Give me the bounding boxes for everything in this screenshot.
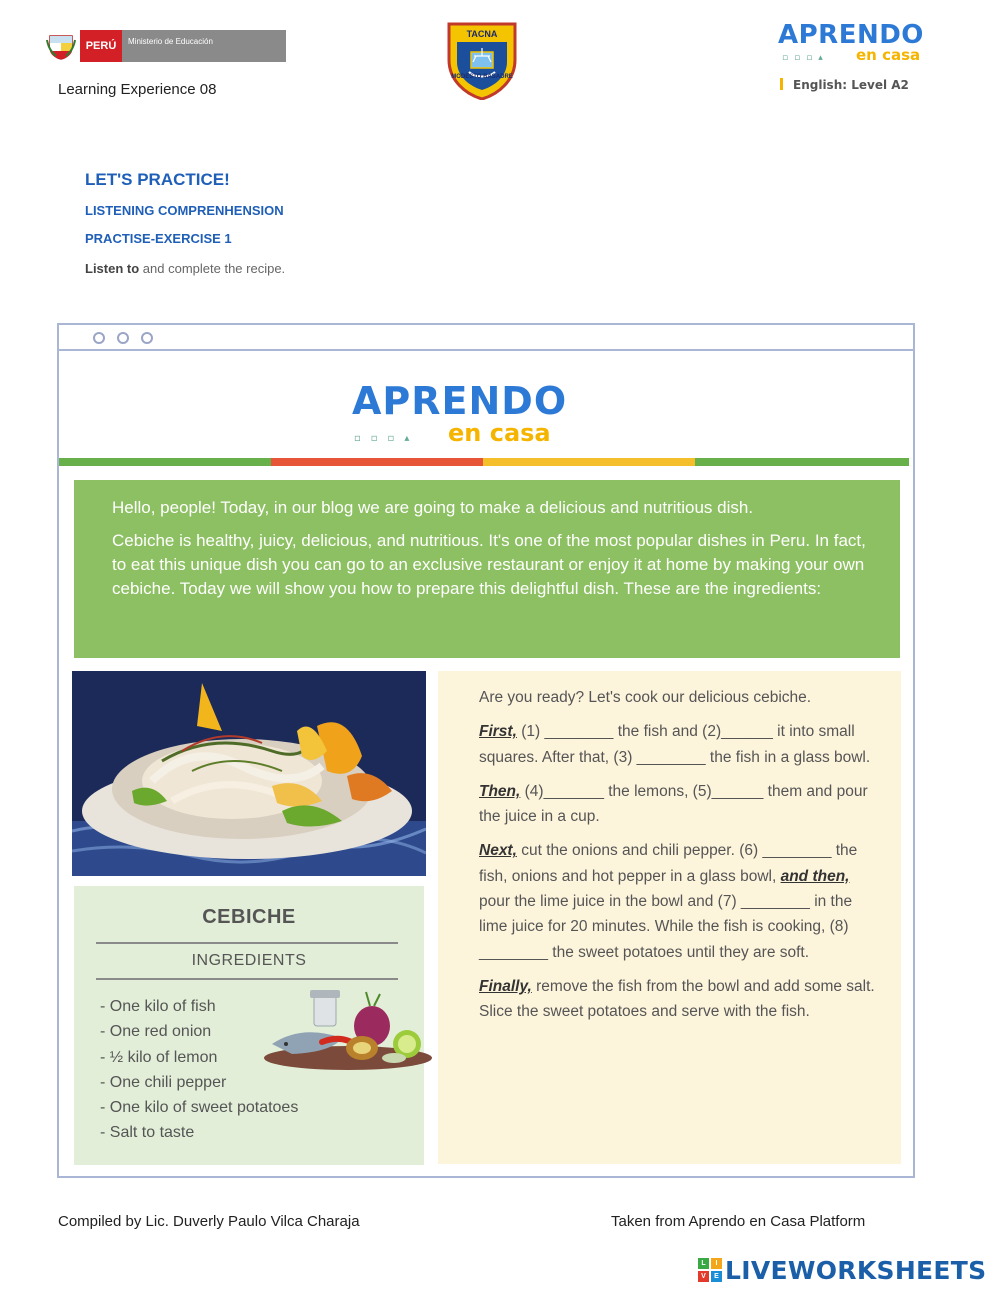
ingredients-illustration (262, 986, 434, 1076)
practice-title: LET'S PRACTICE! (85, 170, 230, 189)
divider (96, 978, 398, 980)
ingredient-item: - One red onion (100, 1023, 212, 1041)
ingredients-card (74, 886, 424, 1165)
intro-paragraph-1: Hello, people! Today, in our blog we are going to make a delicious and nutritious dish. (112, 498, 754, 517)
school-badge-top-text: TACNA (466, 29, 498, 39)
intro-box (74, 480, 900, 658)
blog-brand-dots-icon: ▫▫▫▴ (354, 433, 420, 444)
school-badge-ring-text: MODESTO BASADRE (451, 74, 513, 80)
liveworksheets-text: LIVEWORKSHEETS (725, 1255, 987, 1285)
window-titlebar (59, 325, 913, 351)
ingredient-item: - One chili pepper (100, 1073, 227, 1091)
window-dot-icon (93, 332, 105, 344)
ingredients-heading: INGREDIENTS (191, 952, 307, 969)
step-keyword: Next, (479, 842, 517, 860)
color-stripe-yellow (483, 458, 695, 466)
learning-experience-label: Learning Experience 08 (58, 81, 217, 98)
step-first (479, 719, 881, 770)
ingredient-item: - ½ kilo of lemon (100, 1048, 218, 1066)
ingredient-item: - One kilo of sweet potatoes (100, 1099, 299, 1117)
cebiche-photo (72, 671, 426, 876)
color-stripe-red (271, 458, 483, 466)
ingredient-item: - Salt to taste (100, 1124, 195, 1142)
aprendo-en-casa-logo-blog (352, 381, 592, 445)
step-text: (1) ________ the fish and (2)______ it into small squares. After that, (3) ________ the fish in a glass bowl. (479, 723, 871, 766)
color-stripe-green (59, 458, 271, 466)
step-text: cut the onions and chili pepper. (6) ________ the fish, onions and hot pepper in a glass bowl, (479, 842, 858, 885)
step-keyword: First, (479, 723, 517, 741)
practice-subtitle-listening: LISTENING COMPRENHENSION (85, 203, 284, 218)
liveworksheets-logo (698, 1254, 986, 1286)
recipe-steps (438, 671, 901, 1164)
ingredient-item: - One kilo of fish (100, 998, 216, 1015)
steps-intro: Are you ready? Let's cook our delicious cebiche. (479, 689, 812, 706)
divider (96, 942, 398, 944)
instruction-bold: Listen to (85, 261, 140, 276)
color-stripe-green-2 (695, 458, 909, 466)
step-keyword: Then, (479, 782, 521, 800)
dish-title: CEBICHE (202, 906, 296, 928)
course-level (780, 78, 909, 92)
ministry-logo (42, 30, 286, 62)
step-text: remove the fish from the bowl and add some salt. Slice the sweet potatoes and serve with the fish. (479, 977, 875, 1021)
blog-brand-line2: en casa (448, 419, 551, 447)
aprendo-en-casa-logo-top (778, 22, 958, 62)
source-credit: Taken from Aprendo en Casa Platform (611, 1213, 866, 1230)
liveworksheets-icon: L I V E (698, 1258, 722, 1282)
peru-shield-icon (42, 30, 80, 62)
ministry-country: PERÚ (80, 30, 122, 62)
step-then (479, 779, 881, 830)
brand-dots-icon: ▫▫▫▴ (782, 53, 829, 63)
intro-paragraph-2: Cebiche is healthy, juicy, delicious, and nutritious. It's one of the most popular dishes in Peru. In fact, to eat this unique dish you can go to an exclusive restaurant or enjoy it at home by making your own cebiche. Today we will show you how to prepare this delightful dish. These are the ingredients: (112, 531, 866, 598)
instruction (85, 261, 285, 276)
compiled-by: Compiled by Lic. Duverly Paulo Vilca Charaja (58, 1213, 360, 1230)
step-finally (479, 974, 881, 1025)
step-text: pour the lime juice in the bowl and (7) ________ in the lime juice for 20 minutes. While the fish is cooking, (8) ________ the sweet potatoes until they are soft. (479, 893, 853, 961)
course-level-text: English: Level A2 (793, 78, 909, 92)
practice-subtitle-exercise: PRACTISE-EXERCISE 1 (85, 231, 232, 246)
step-text: (4)_______ the lemons, (5)______ them and pour the juice in a cup. (479, 782, 868, 826)
step-keyword: Finally, (479, 977, 532, 995)
step-next (479, 838, 881, 964)
step-keyword: and then, (780, 867, 850, 885)
instruction-rest: and complete the recipe. (142, 261, 286, 276)
ministry-name: Ministerio de Educación (122, 30, 286, 62)
brand-line2: en casa (856, 46, 921, 64)
brand-line1: APRENDO (778, 20, 924, 50)
window-dot-icon (117, 332, 129, 344)
window-dot-icon (141, 332, 153, 344)
blog-brand-line1: APRENDO (352, 379, 568, 423)
